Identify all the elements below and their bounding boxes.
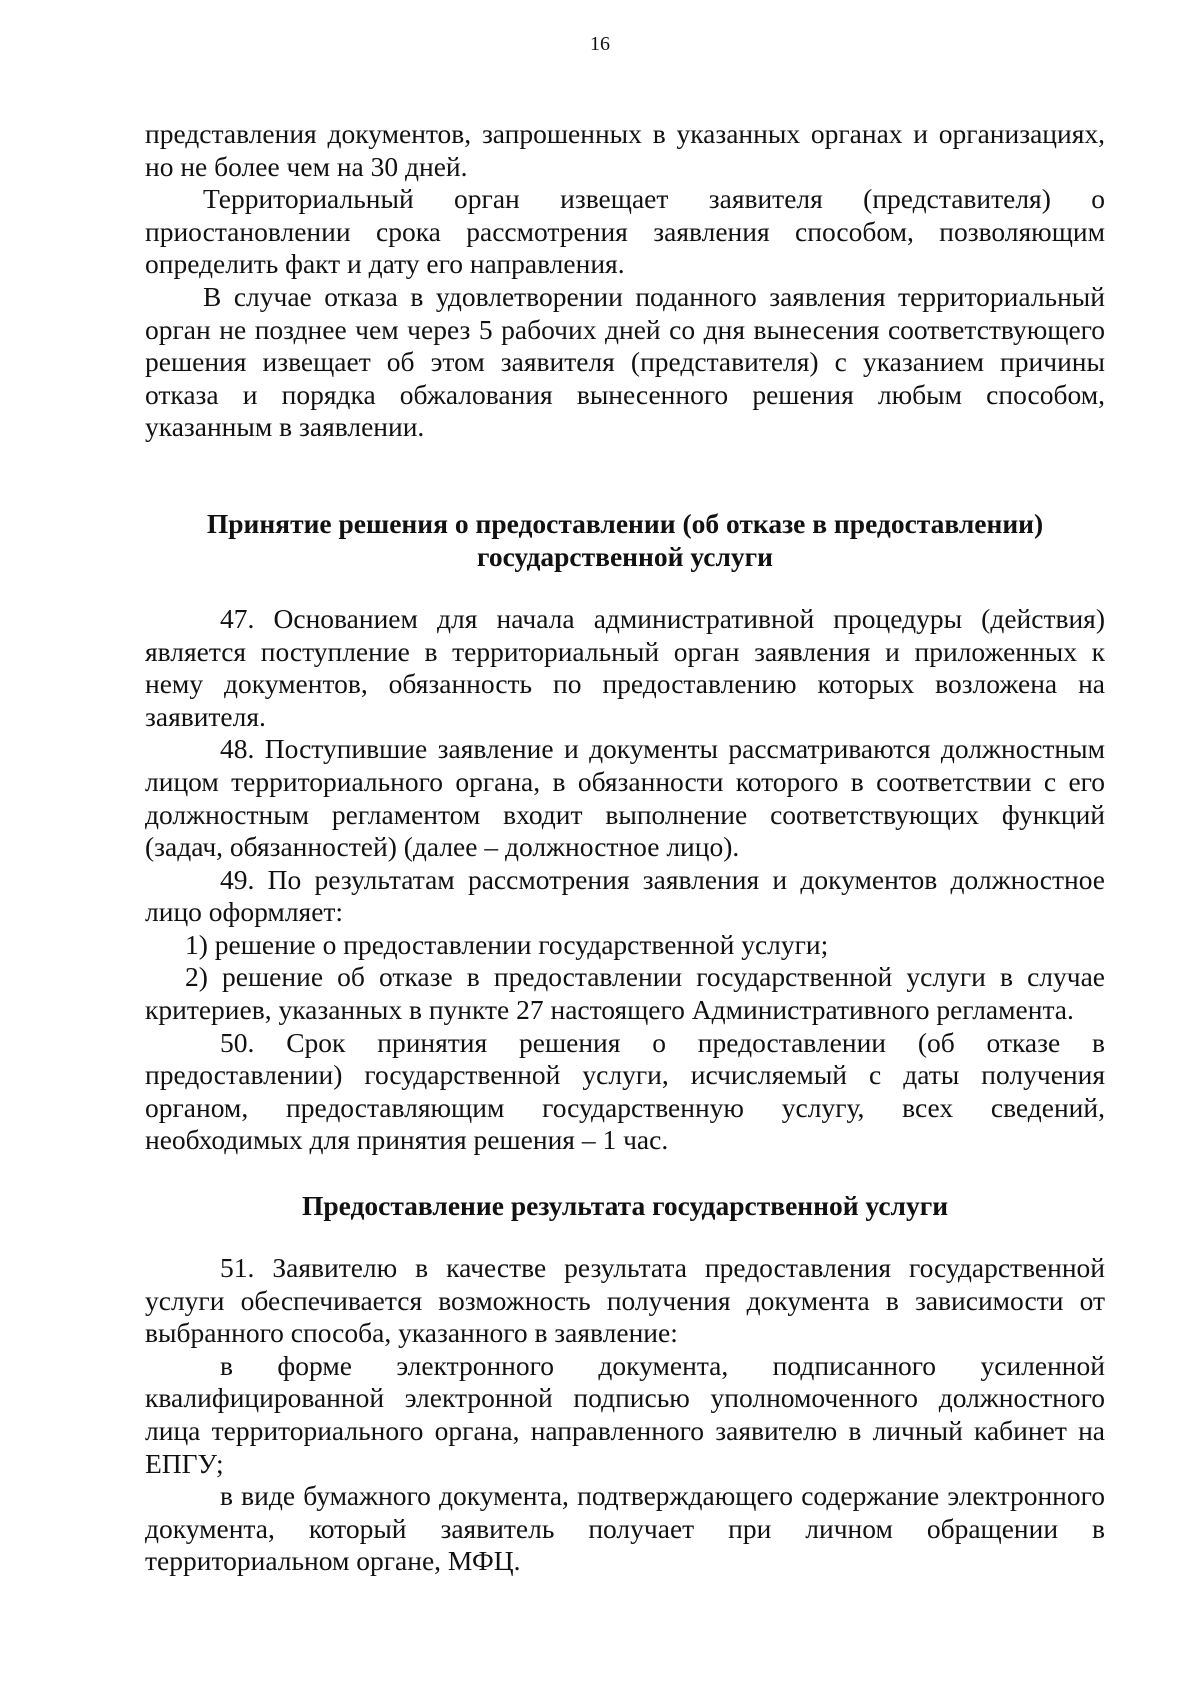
paragraph-47: 47. Основанием для начала административной процедуры (действия) является поступление в территориальный орган заявления и приложенных к нему документов, обязанность по предоставлению которых возложена на заявителя. [145,602,1105,732]
paragraph-48: 48. Поступившие заявление и документы рассматриваются должностным лицом территориального органа, в обязанности которого в соответствии с его должностным регламентом входит выполнение соответствующих функций (задач, обязанностей) (далее – должностное лицо). [145,733,1105,863]
spacer [145,1222,1105,1252]
list-item-1: 1) решение о предоставлении государственной услуги; [185,928,829,960]
document-body [145,118,1105,1578]
spacer [145,573,1105,603]
paragraph-51: 51. Заявителю в качестве результата предоставления государственной услуги обеспечивается возможность получения документа в зависимости от выбранного способа, указанного в заявление: [145,1252,1105,1349]
paragraph-paper-form: в виде бумажного документа, подтверждающего содержание электронного документа, который заявитель получает при личном обращении в территориальном органе, МФЦ. [145,1480,1105,1577]
paragraph-continuation: представления документов, запрошенных в указанных органах и организациях, но не более чем на 30 дней. [145,118,1105,182]
list-item-2: 2) решение об отказе в предоставлении государственной услуги в случае критериев, указанных в пункте 27 настоящего Административного регламента. [145,961,1105,1026]
page-number: 16 [590,33,610,55]
spacer [145,444,1105,507]
spacer [145,1157,1105,1189]
section-heading-decision-line2: государственной услуги [477,540,773,572]
paragraph-49: 49. По результатам рассмотрения заявления и документов должностное лицо оформляет: [145,863,1105,928]
paragraph-suspension-notice: Территориальный орган извещает заявителя (представителя) о приостановлении срока рассмотрения заявления способом, позволяющим определить факт и дату его направления. [145,183,1105,280]
paragraph-50: 50. Срок принятия решения о предоставлении (об отказе в предоставлении) государственной услуги, исчисляемый с даты получения органом, предоставляющим государственную услугу, всех сведений, необходимых для принятия решения – 1 час. [145,1026,1105,1156]
section-heading-result: Предоставление результата государственной услуги [301,1190,949,1222]
paragraph-electronic-form: в форме электронного документа, подписанного усиленной квалифицированной электронной подписью уполномоченного должностного лица территориального органа, направленного заявителю в личный кабинет на ЕПГУ; [145,1349,1105,1479]
section-heading-decision-line1: Принятие решения о предоставлении (об отказе в предоставлении) [206,507,1044,539]
paragraph-refusal-notice: В случае отказа в удовлетворении поданного заявления территориальный орган не позднее чем через 5 рабочих дней со дня вынесения соответствующего решения извещает об этом заявителя (представителя) с указанием причины отказа и порядка обжалования вынесенного решения любым способом, указанным в заявлении. [145,280,1105,443]
